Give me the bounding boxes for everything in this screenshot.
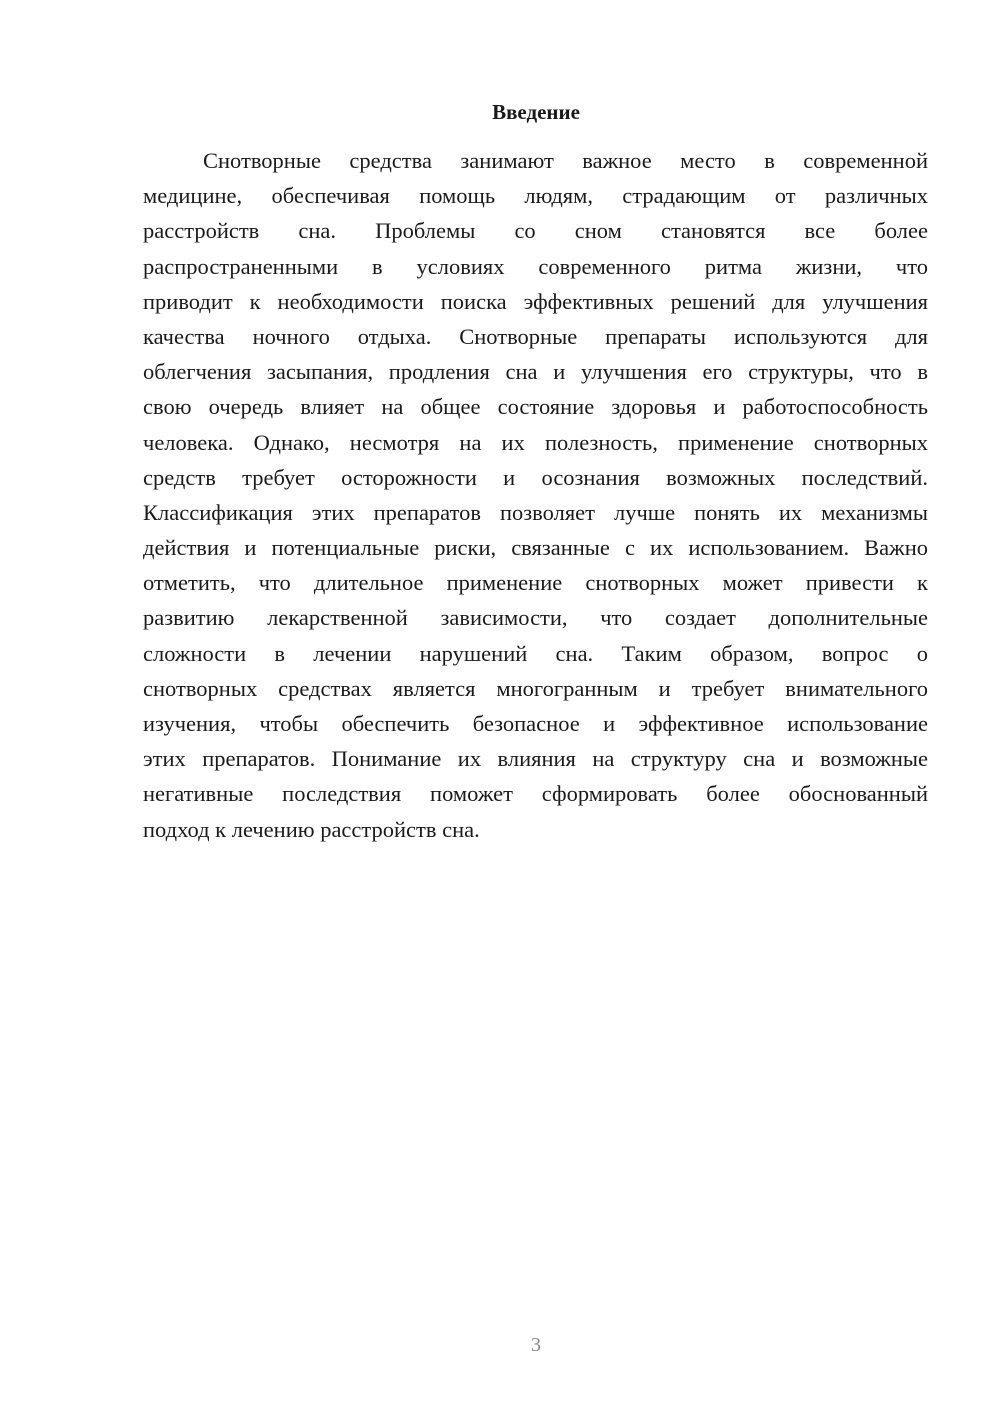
paragraph-line-last: подход к лечению расстройств сна.: [143, 816, 480, 842]
paragraph-line: негативные последствия поможет сформировать более обоснованный: [143, 781, 928, 807]
page-number: 3: [531, 1334, 541, 1356]
paragraph-line: приводит к необходимости поиска эффективных решений для улучшения: [143, 288, 928, 314]
paragraph-line: свою очередь влияет на общее состояние здоровья и работоспособность: [143, 394, 928, 420]
paragraph-line: отметить, что длительное применение снотворных может привести к: [143, 570, 928, 596]
paragraph-line: сложности в лечении нарушений сна. Таким образом, вопрос о: [143, 640, 928, 666]
paragraph-line: облегчения засыпания, продления сна и улучшения его структуры, что в: [143, 359, 928, 385]
section-title: Введение: [492, 100, 580, 124]
paragraph-line: изучения, чтобы обеспечить безопасное и эффективное использование: [143, 711, 928, 736]
paragraph-line: этих препаратов. Понимание их влияния на структуру сна и возможные: [143, 746, 928, 772]
paragraph-line: распространенными в условиях современного ритма жизни, что: [143, 253, 928, 279]
paragraph-line: снотворных средствах является многогранным и требует внимательного: [143, 675, 928, 701]
paragraph-line: расстройств сна. Проблемы со сном становятся все более: [143, 218, 928, 244]
paragraph-line: человека. Однако, несмотря на их полезность, применение снотворных: [143, 429, 928, 455]
paragraph-line: развитию лекарственной зависимости, что создает дополнительные: [143, 605, 928, 631]
paragraph-line: медицине, обеспечивая помощь людям, страдающим от различных: [143, 183, 928, 209]
paragraph-introduction: [143, 143, 928, 847]
paragraph-line: Классификация этих препаратов позволяет лучше понять их механизмы: [143, 499, 928, 525]
paragraph-line: средств требует осторожности и осознания возможных последствий.: [143, 464, 928, 490]
paragraph-line: Снотворные средства занимают важное место в современной: [203, 148, 928, 173]
paragraph-line: действия и потенциальные риски, связанные с их использованием. Важно: [143, 535, 928, 561]
paragraph-line: качества ночного отдыха. Снотворные препараты используются для: [143, 323, 928, 349]
